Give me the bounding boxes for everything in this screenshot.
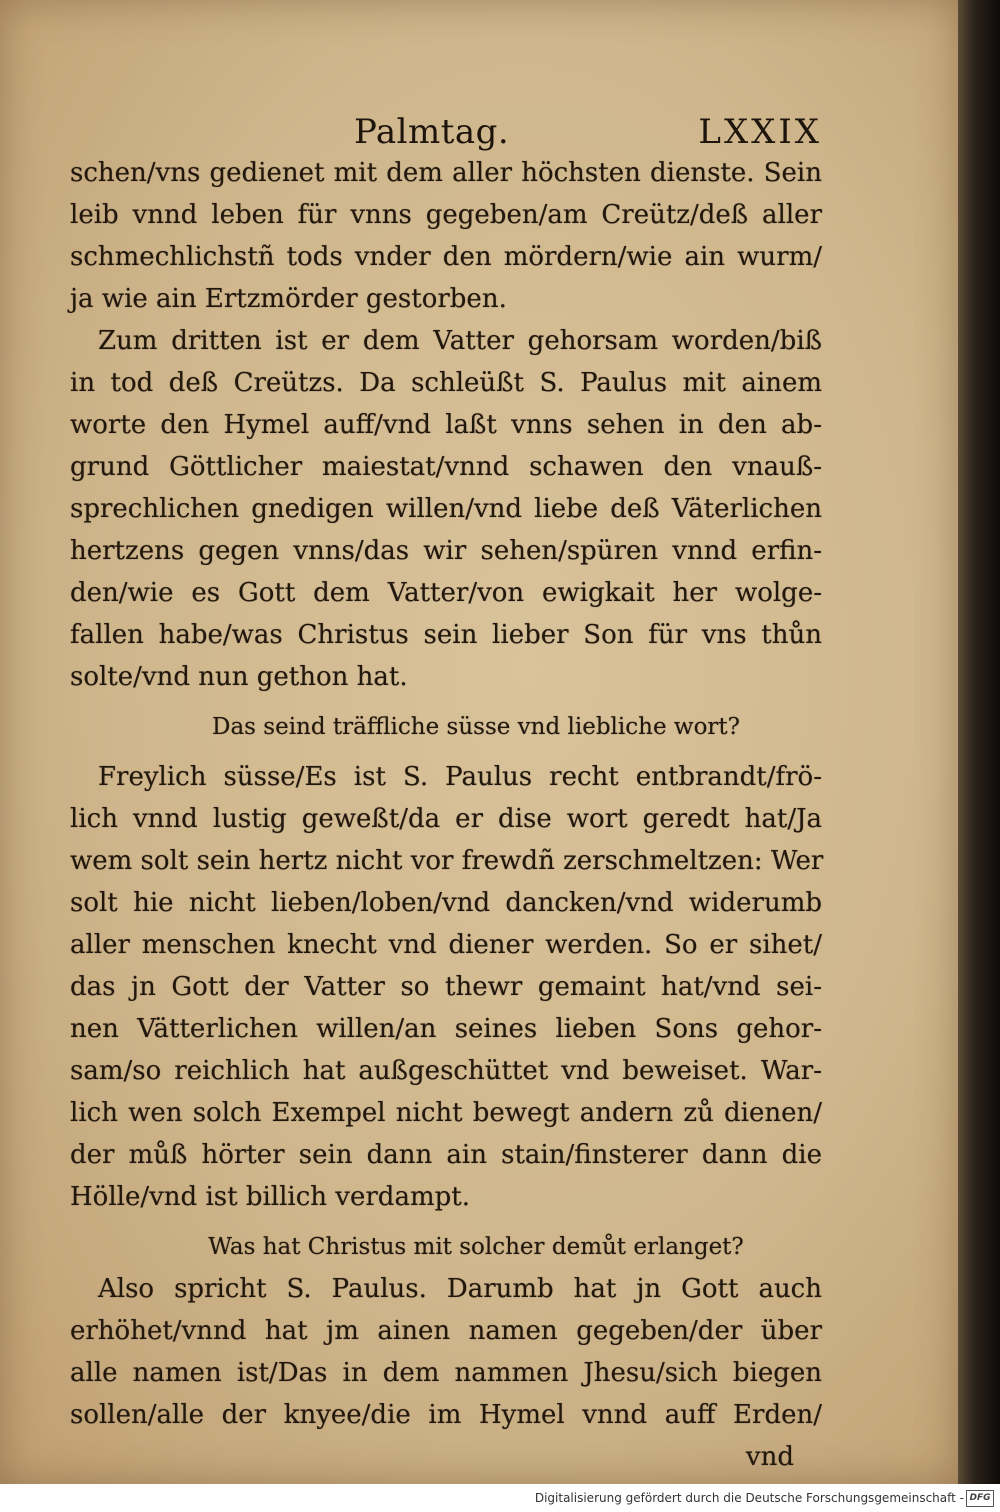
paragraph-3 xyxy=(70,756,822,1218)
text-line: hertzens gegen vnns/das wir sehen/spüren vnnd erfin- xyxy=(70,536,822,566)
dfg-logo-icon: DFG xyxy=(966,1490,994,1507)
catchword: vnd xyxy=(745,1442,794,1472)
paragraph-4 xyxy=(70,1268,822,1436)
text-line: grund Göttlicher maiestat/vnnd schawen den vnauß- xyxy=(70,452,822,482)
text-line: aller menschen knecht vnd diener werden. So er sihet/ xyxy=(70,930,822,960)
paragraph-1 xyxy=(70,152,822,320)
text-line: in tod deß Creützs. Da schleüßt S. Paulus mit ainem xyxy=(70,368,822,398)
body-text xyxy=(70,152,822,1478)
funding-credit: Digitalisierung gefördert durch die Deutsche Forschungsgemeinschaft - xyxy=(534,1491,964,1505)
spacer xyxy=(70,698,822,706)
text-line: solt hie nicht lieben/loben/vnd dancken/vnd widerumb xyxy=(70,888,822,918)
text-line: das jn Gott der Vatter so thewr gemaint hat/vnd sei- xyxy=(70,972,822,1002)
spacer xyxy=(70,748,822,756)
text-line: der můß hörter sein dann ain stain/finsterer dann die xyxy=(70,1140,822,1170)
text-line: Also spricht S. Paulus. Darumb hat jn Gott auch xyxy=(98,1274,822,1304)
paragraph-2 xyxy=(70,320,822,698)
text-line: den/wie es Gott dem Vatter/von ewigkait her wolge- xyxy=(70,578,822,608)
text-line: schen/vns gedienet mit dem aller höchsten dienste. Sein xyxy=(70,158,822,188)
running-title: Palmtag. xyxy=(354,112,510,152)
spacer xyxy=(70,1218,822,1226)
text-line: solte/vnd nun gethon hat. xyxy=(70,662,408,692)
question-heading: Das seind träffliche süsse vnd liebliche wort? xyxy=(212,714,740,740)
text-line: lich wen solch Exempel nicht bewegt andern zů dienen/ xyxy=(70,1098,822,1128)
question-heading: Was hat Christus mit solcher demůt erlanget? xyxy=(208,1234,744,1260)
text-line: erhöhet/vnnd hat jm ainen namen gegeben/der über xyxy=(70,1316,822,1346)
text-line: fallen habe/was Christus sein lieber Son für vns thůn xyxy=(70,620,822,650)
folio-number: LXXIX xyxy=(698,112,822,152)
text-line: Freylich süsse/Es ist S. Paulus recht entbrandt/frö- xyxy=(98,762,822,792)
text-line: sollen/alle der knyee/die im Hymel vnnd auff Erden/ xyxy=(70,1400,822,1430)
text-line: Hölle/vnd ist billich verdampt. xyxy=(70,1182,470,1212)
text-line: sprechlichen gnedigen willen/vnd liebe deß Väterlichen xyxy=(70,494,822,524)
text-line: sam/so reichlich hat außgeschüttet vnd beweiset. War- xyxy=(70,1056,822,1086)
text-line: wem solt sein hertz nicht vor frewdñ zerschmeltzen: Wer xyxy=(70,846,824,876)
text-line: worte den Hymel auff/vnd laßt vnns sehen in den ab- xyxy=(70,410,822,440)
text-line: schmechlichstñ tods vnder den mördern/wie ain wurm/ xyxy=(70,242,822,272)
text-line: nen Vätterlichen willen/an seines lieben Sons gehor- xyxy=(70,1014,822,1044)
text-line: lich vnnd lustig geweßt/da er dise wort geredt hat/Ja xyxy=(70,804,822,834)
book-gutter-edge xyxy=(958,0,1000,1484)
text-line: alle namen ist/Das in dem nammen Jhesu/sich biegen xyxy=(70,1358,822,1388)
text-line: leib vnnd leben für vnns gegeben/am Creütz/deß aller xyxy=(70,200,822,230)
text-line: Zum dritten ist er dem Vatter gehorsam worden/biß xyxy=(98,326,822,356)
footer-bar xyxy=(0,1484,1000,1512)
text-line: ja wie ain Ertzmörder gestorben. xyxy=(70,284,507,314)
